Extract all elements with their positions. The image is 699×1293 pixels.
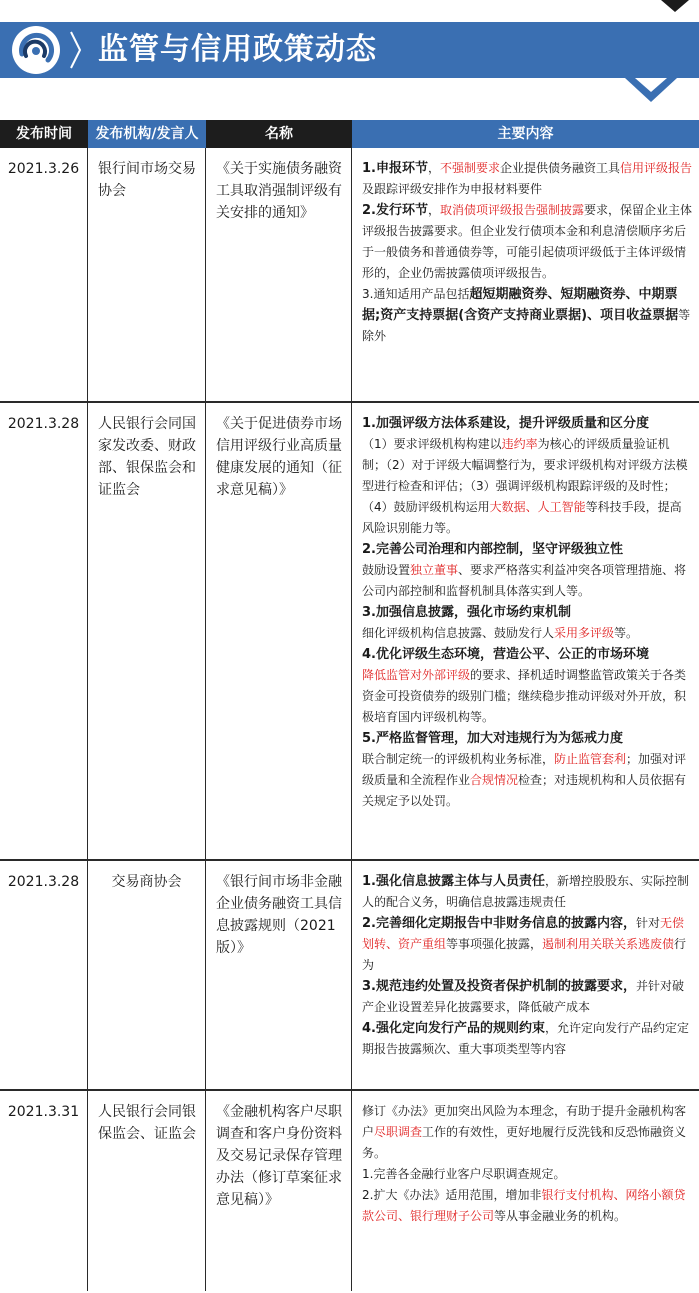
highlight-text: 遏制利用关联关系逃废债: [542, 937, 675, 951]
row-date: 2021.3.31: [7, 1104, 80, 1120]
content-paragraph: [362, 623, 693, 644]
text-run: 行为: [362, 937, 687, 972]
highlight-text: 尽职调查: [374, 1125, 423, 1139]
content-paragraph: [362, 749, 693, 812]
bold-text: 2.完善细化定期报告中非财务信息的披露内容，: [362, 916, 636, 931]
row-document-name: 《金融机构客户尽职调查和客户身份资料及交易记录保存管理办法（修订草案征求意见稿）》: [216, 1104, 342, 1208]
row-document-name: 《银行间市场非金融企业债务融资工具信息披露规则（2021版）》: [216, 874, 342, 956]
text-run: 等科技手段，提高风险识别能力等。: [362, 500, 682, 535]
content-paragraph: [362, 644, 693, 665]
row-agency: 银行间市场交易协会: [98, 161, 196, 199]
row-content: [352, 1091, 699, 1291]
row-content: [352, 403, 699, 859]
content-paragraph: [362, 1164, 693, 1185]
highlight-text: 合规情况: [470, 773, 519, 787]
content-paragraph: [362, 539, 693, 560]
header-banner: [0, 0, 699, 100]
text-run: 及跟踪评级安排作为申报材料要件: [362, 182, 543, 196]
bold-text: 超短期融资券、短期融资券、中期票据;资产支持票据(含资产支持商业票据)、项目收益票据: [362, 287, 679, 323]
text-run: 等除外: [362, 308, 691, 343]
text-run: 1.完善各金融行业客户尽职调查规定。: [362, 1167, 566, 1181]
bold-text: 1.加强评级方法体系建设，提升评级质量和区分度: [362, 416, 649, 431]
header-name: 名称: [206, 120, 352, 148]
highlight-text: 降低监管对外部评级: [362, 668, 471, 682]
text-run: 鼓励设置: [362, 563, 411, 577]
content-paragraph: [362, 413, 693, 434]
row-document-name: 《关于实施债务融资工具取消强制评级有关安排的通知》: [216, 161, 342, 221]
corner-tab-decoration: [661, 0, 689, 12]
text-run: 工作的有效性，更好地履行反洗钱和反恐怖融资义务。: [362, 1125, 687, 1160]
text-run: 为核心的评级质量验证机制；（2）对于评级大幅调整行为，要求评级机构对评级方法模型进行检查和评估；（3）强调评级机构跟踪评级的及时性；（4）鼓励评级机构运用: [362, 437, 688, 514]
content-paragraph: [362, 158, 693, 200]
angle-bracket-icon: [68, 30, 84, 70]
logo-icon: [12, 26, 60, 74]
text-run: 的要求、择机适时调整监管政策关于各类资金可投资债券的级别门槛；继续稳步推动评级对外开放，积极培育国内评级机构等。: [362, 668, 687, 724]
text-run: 并针对破产企业设置差异化披露要求，降低破产成本: [362, 979, 684, 1014]
content-paragraph: [362, 665, 693, 728]
text-run: ，允许定向发行产品约定定期报告披露频次、重大事项类型等内容: [362, 1021, 689, 1056]
content-paragraph: [362, 200, 693, 284]
table-header: [0, 120, 699, 148]
text-run: ，新增控股股东、实际控制人的配合义务，明确信息披露违规责任: [362, 874, 689, 909]
content-paragraph: [362, 728, 693, 749]
text-run: 等事项强化披露，: [446, 937, 543, 951]
chevron-inner-decoration: [635, 78, 667, 92]
row-agency: 人民银行会同国家发改委、财政部、银保监会和证监会: [98, 416, 196, 498]
text-run: 检查；对违规机构和人员依据有关规定予以处罚。: [362, 773, 687, 808]
content-paragraph: [362, 434, 693, 539]
text-run: 等从事金融业务的机构。: [494, 1209, 627, 1223]
row-content: [352, 861, 699, 1089]
text-run: （1）要求评级机构构建以: [362, 437, 502, 451]
highlight-text: 违约率: [501, 437, 538, 451]
content-paragraph: [362, 1185, 693, 1227]
bold-text: 2.发行环节: [362, 203, 428, 218]
text-run: 联合制定统一的评级机构业务标准，: [362, 752, 555, 766]
content-paragraph: [362, 913, 693, 976]
table-row: [0, 403, 699, 861]
page-title: 监管与信用政策动态: [98, 32, 377, 67]
table-row: [0, 148, 699, 403]
row-document-name: 《关于促进债券市场信用评级行业高质量健康发展的通知（征求意见稿）》: [216, 416, 342, 498]
text-run: 3.通知适用产品包括: [362, 287, 470, 301]
bold-text: 2.完善公司治理和内部控制，坚守评级独立性: [362, 542, 623, 557]
bold-text: 1.: [362, 161, 376, 176]
highlight-text: 信用评级报告: [620, 161, 693, 175]
bold-text: 4.优化评级生态环境，营造公平、公正的市场环境: [362, 647, 649, 662]
content-paragraph: [362, 1101, 693, 1164]
content-paragraph: [362, 284, 693, 347]
content-paragraph: [362, 976, 693, 1018]
text-run: 等。: [614, 626, 639, 640]
text-run: ，: [427, 203, 440, 217]
bold-text: 3.加强信息披露，强化市场约束机制: [362, 605, 571, 620]
row-agency: 交易商协会: [111, 874, 182, 890]
highlight-text: 不强制要求: [440, 161, 501, 175]
text-run: ，: [428, 161, 441, 175]
content-paragraph: [362, 871, 693, 913]
text-run: ；加强对评级质量和全流程作业: [362, 752, 687, 787]
bold-text: 申报环节: [375, 161, 428, 176]
content-paragraph: [362, 1018, 693, 1060]
content-paragraph: [362, 560, 693, 602]
bold-text: 4.强化定向发行产品的规则约束: [362, 1021, 545, 1036]
bold-text: 3.规范违约处置及投资者保护机制的披露要求，: [362, 979, 636, 994]
table-row: [0, 1091, 699, 1291]
header-content: 主要内容: [352, 120, 699, 148]
text-run: 修订《办法》更加突出风险为本理念，有助于提升金融机构客户: [362, 1104, 687, 1139]
table-row: [0, 861, 699, 1091]
text-run: 企业提供债务融资工具: [500, 161, 621, 175]
row-date: 2021.3.28: [7, 416, 80, 432]
header-agency: 发布机构/发言人: [88, 120, 206, 148]
row-date: 2021.3.26: [7, 161, 80, 177]
highlight-text: 大数据、人工智能: [489, 500, 586, 514]
highlight-text: 采用多评级: [554, 626, 615, 640]
highlight-text: 防止监管套利: [554, 752, 627, 766]
policy-table: [0, 120, 699, 1291]
highlight-text: 独立董事: [410, 563, 459, 577]
header-date: 发布时间: [0, 120, 88, 148]
bold-text: 1.强化信息披露主体与人员责任: [362, 874, 545, 889]
text-run: 2.扩大《办法》适用范围，增加非: [362, 1188, 542, 1202]
row-agency: 人民银行会同银保监会、证监会: [98, 1104, 196, 1142]
highlight-text: 无偿划转、资产重组: [362, 916, 685, 951]
bold-text: 5.严格监督管理，加大对违规行为为惩戒力度: [362, 731, 623, 746]
row-content: [352, 148, 699, 401]
content-paragraph: [362, 602, 693, 623]
highlight-text: 取消债项评级报告强制披露: [440, 203, 585, 217]
highlight-text: 银行支付机构、网络小额贷款公司、银行理财子公司: [362, 1188, 686, 1223]
row-date: 2021.3.28: [7, 874, 80, 890]
text-run: 细化评级机构信息披露、鼓励发行人: [362, 626, 555, 640]
text-run: 要求，保留企业主体评级报告披露要求。但企业发行债项本金和利息清偿顺序劣后于一般债务和普通债券等，可能引起债项评级低于主体评级情形的，企业仍需披露债项评级报告。: [362, 203, 693, 280]
text-run: 针对: [635, 916, 660, 930]
text-run: 、要求严格落实利益冲突各项管理措施、将公司内部控制和监督机制具体落实到人等。: [362, 563, 687, 598]
